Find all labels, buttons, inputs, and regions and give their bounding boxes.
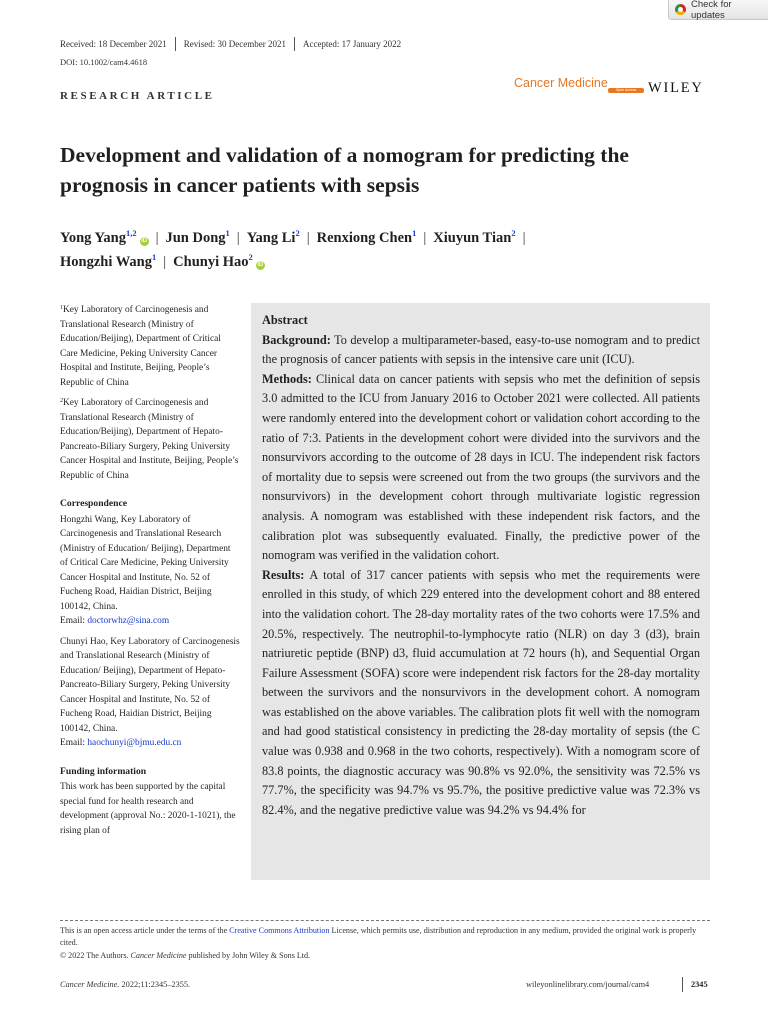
methods-label: Methods: (262, 371, 312, 386)
author-separator: | (306, 230, 310, 246)
correspondence-heading: Correspondence (60, 498, 127, 509)
email-link[interactable]: haochunyi@bjmu.edu.cn (87, 738, 182, 748)
check-for-updates-button[interactable] (668, 0, 768, 20)
methods-text: Clinical data on cancer patients with sepsis who met the definition of sepsis 3.0 admitted to the ICU from January 2016 to October 2021 were collected. All patients were randomly entered into the development cohort or validation cohort according to the ratio of 7:3. Patients in the development cohort were divided into the survivors and the nonsurvivors according to the outcome of 28 days in ICU. The independent risk factors of mortality due to sepsis were screened out from the two groups (the survivors and the nonsurvivors) in the development cohort through multivariate logistic regression analysis. A nomogram was established with these independent risk factors, and the calibration plot was subsequently evaluated. Finally, the predictive power of the nomogram was verified in the validation cohort. (262, 371, 700, 563)
author-affiliation-number: 1 (412, 228, 417, 238)
divider (294, 37, 295, 51)
author-name[interactable]: Renxiong Chen (316, 230, 413, 246)
publisher-logo: WILEY (648, 80, 704, 96)
author-name[interactable]: Chunyi Hao (173, 254, 249, 270)
author-affiliation-number: 1 (152, 252, 157, 262)
copyright-journal: Cancer Medicine (130, 950, 187, 960)
email-label: Email: (60, 738, 88, 748)
funding-text: This work has been supported by the capital special fund for health research and development (approval No.: 2020-1-1021), the rising plan of (60, 782, 236, 836)
orcid-icon[interactable]: iD (257, 262, 264, 268)
author-affiliation-number: 2 (248, 252, 253, 262)
background-label: Background: (262, 332, 331, 347)
received-date: Received: 18 December 2021 (60, 39, 167, 49)
author-separator: | (236, 230, 240, 246)
abstract-box (251, 303, 710, 880)
author-affiliation-number: 1 (225, 228, 230, 238)
author-separator: | (155, 230, 159, 246)
affiliation-number: 2 (60, 398, 63, 404)
abstract-heading: Abstract (262, 313, 308, 327)
license-text: License, which permits use, distribution and reproduction in any medium, provided the original work is properly cited. (60, 926, 697, 948)
citation-journal: Cancer Medicine. (60, 980, 120, 989)
copyright-text: published by John Wiley & Sons Ltd. (186, 950, 311, 960)
affiliation-number: 1 (60, 305, 63, 311)
abstract-background (262, 331, 700, 370)
revised-date: Revised: 30 December 2021 (183, 39, 286, 49)
author-separator: | (423, 230, 427, 246)
affiliation (60, 303, 240, 390)
abstract-methods (262, 370, 700, 566)
email-link[interactable]: doctorwhz@sina.com (87, 616, 170, 626)
divider (175, 37, 176, 51)
open-access-badge: Open Access (608, 88, 644, 93)
license-text: This is an open access article under the terms of the (60, 926, 230, 935)
abstract-results (262, 566, 700, 821)
correspondence-entry (60, 635, 240, 751)
author-name[interactable]: Hongzhi Wang (60, 254, 152, 270)
affiliation-text: Key Laboratory of Carcinogenesis and Translational Research (Ministry of Education/Beijing), Department of Hepato-Pancreato-Biliary Surgery, Peking University Cancer Hospital and Institute, Beijing, People’s Republic of China (60, 398, 239, 481)
correspondence-text: Chunyi Hao, Key Laboratory of Carcinogenesis and Translational Research (Ministry of Education/ Beijing), Department of Hepato-Pancreato-Biliary Surgery, Peking University Cancer Hospital and Institute, No. 52 of Fucheng Road, Haidian District, Beijing 100142, China. (60, 636, 240, 734)
affiliation-text: Key Laboratory of Carcinogenesis and Translational Research (Ministry of Education/Beijing), Department of Critical Care Medicine, Peking University Cancer Hospital and Institute, Beijing, People’s Republic of China (60, 305, 221, 388)
divider (682, 977, 683, 992)
license-link[interactable]: Creative Commons Attribution (229, 926, 330, 935)
article-dates (60, 38, 401, 51)
footer-divider (60, 920, 710, 921)
citation-details: 2022;11:2345–2355. (119, 980, 191, 989)
citation (60, 980, 190, 989)
crossmark-icon (675, 4, 686, 15)
journal-logo: Cancer Medicine (514, 76, 608, 90)
article-title: Development and validation of a nomogram for predicting the prognosis in cancer patients with sepsis (60, 143, 629, 197)
author-name[interactable]: Xiuyun Tian (433, 230, 512, 246)
author-name[interactable]: Jun Dong (165, 230, 226, 246)
author-separator: | (163, 254, 167, 270)
page-number: 2345 (691, 980, 708, 989)
journal-url[interactable]: wileyonlinelibrary.com/journal/cam4 (526, 980, 650, 989)
author-name[interactable]: Yang Li (246, 230, 296, 246)
results-text: A total of 317 cancer patients with sepsis who met the requirements were enrolled in this study, of which 229 entered into the development cohort and 88 entered into the validation cohort. The 28-day mortality rates of the two cohorts were 17.5% and 20.5%, respectively. The neutrophil-to-lymphocyte ratio (NLR) on day 3 (d3), brain natriuretic peptide (BNP) d3, fluid accumulation at 72 hours (h), and Sequential Organ Failure Assessment (SOFA) score were independent risk factors for the 28-day mortality between the survivors and the nonsurvivors in the development cohort. A nomogram was established on the above variables. The calibration plots fit well with the nomogram and had good statistical consistency in predicting the 28-day mortality of sepsis (the C value was 0.938 and 0.968 in the two cohorts, respectively). With a nomogram score of 83.8 points, the diagnostic accuracy was 90.8% vs 92.0%, the sensitivity was 72.5% vs 77.7%, the specificity was 94.7% vs 95.7%, the positive predictive value was 72.3% vs 82.4%, and the negative predictive value was 94.2% vs 94.4% for (262, 567, 700, 817)
funding-heading: Funding information (60, 765, 147, 777)
license-notice (60, 925, 710, 962)
copyright-text: © 2022 The Authors. (60, 950, 131, 960)
doi: DOI: 10.1002/cam4.4618 (60, 57, 148, 67)
correspondence-entry (60, 513, 240, 629)
accepted-date: Accepted: 17 January 2022 (302, 39, 402, 49)
author-affiliation-number: 1,2 (125, 228, 137, 238)
correspondence-text: Hongzhi Wang, Key Laboratory of Carcinogenesis and Translational Research (Ministry of Education/ Beijing), Department of Critical Care Medicine, Peking University Cancer Hospital and Institute, No. 52 of Fucheng Road, Haidian District, Beijing 100142, China. (60, 514, 231, 612)
results-label: Results: (262, 567, 305, 582)
email-label: Email: (60, 616, 88, 626)
author-affiliation-number: 2 (295, 228, 300, 238)
background-text: To develop a multiparameter-based, easy-to-use nomogram and to predict the prognosis of cancer patients with sepsis in the intensive care unit (ICU). (262, 332, 700, 367)
author-affiliation-number: 2 (511, 228, 516, 238)
sidebar (60, 303, 240, 844)
check-for-updates-label: Check for updates (691, 0, 732, 21)
author-separator: | (522, 230, 526, 246)
author-list (60, 226, 710, 274)
orcid-icon[interactable]: iD (141, 238, 148, 244)
article-type: RESEARCH ARTICLE (60, 90, 215, 102)
author-name[interactable]: Yong Yang (60, 230, 126, 246)
affiliation (60, 396, 240, 483)
